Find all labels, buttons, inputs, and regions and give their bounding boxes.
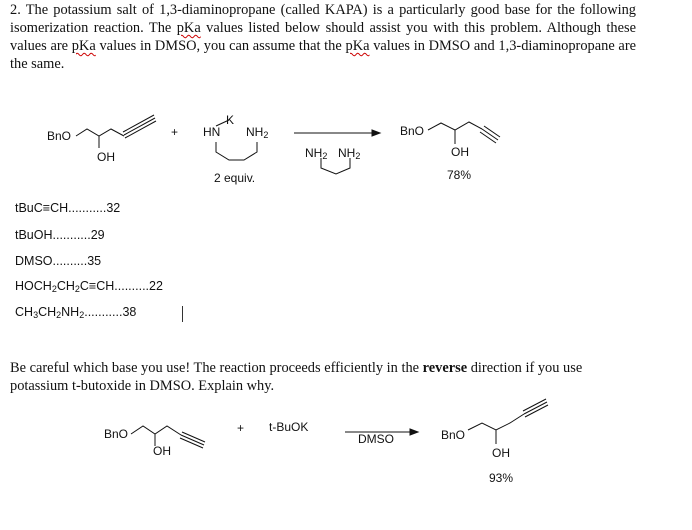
sm2-chain <box>131 426 181 435</box>
pka-term: pKa <box>345 38 370 54</box>
sm1-chain <box>76 129 124 136</box>
product2-bno-label: BnO <box>441 428 466 442</box>
isomerization-scheme-2 <box>0 390 692 530</box>
product1-chain <box>428 122 482 130</box>
pka-term: pKa <box>71 38 96 54</box>
solvent-nh2-left: $NH_2$ <box>305 146 328 161</box>
product1-bno-label: BnO <box>400 124 425 138</box>
sm1-bno-label: BnO <box>47 129 72 143</box>
isomerization-scheme-1 <box>0 100 692 300</box>
pka-item-tbu-acetylene: tBuC≡CH...........32 <box>15 201 121 215</box>
pka-item-ethylamine: $CH_3CH_2NH_2...........38$ <box>15 305 137 320</box>
product2-triple-bond <box>523 399 548 417</box>
pka-item-butynol: $HOCH_2CH_2C\equiv CH..........22$ <box>15 279 163 294</box>
reverse-emphasis: reverse <box>422 360 468 376</box>
product2-oh-label: OH <box>492 446 510 460</box>
yield-1: 78% <box>447 168 472 182</box>
pka-item-tbuoh: tBuOH...........29 <box>15 228 105 242</box>
dmso-solvent-label: DMSO <box>358 432 394 446</box>
kapa-hn-label: HN <box>203 125 221 139</box>
solvent-nh2-right: $NH_2$ <box>338 146 361 161</box>
product2-chain <box>468 414 524 430</box>
sm1-triple-bond <box>123 115 156 138</box>
plus-sign-1: + <box>171 125 179 139</box>
problem-statement: 2. The potassium salt of 1,3-diaminopropane (called KAPA) is a particularly good base for the following isomerization reaction. The pKa values listed below should assist you with this problem. Although these values are pKa values in DMSO, you can assume that the pKa values in DMSO and 1,3-diaminopropane are the same. <box>10 2 637 72</box>
reaction-arrow-2-head <box>410 429 418 435</box>
sm2-triple-bond <box>180 432 205 448</box>
reaction-arrow-1-head <box>372 130 380 136</box>
text-cursor <box>182 306 183 322</box>
kapa-equiv-label: 2 equiv. <box>214 171 256 185</box>
yield-2: 93% <box>489 471 514 485</box>
kapa-ring <box>216 142 257 160</box>
pka-term: pKa <box>176 20 201 36</box>
reverse-direction-question: Be careful which base you use! The reaction proceeds efficiently in the reverse direction if you use potassium t-butoxide in DMSO. Explain why. <box>10 360 583 394</box>
kapa-nh2-label: $NH_2$ <box>246 125 269 140</box>
sm1-oh-label: OH <box>97 150 115 164</box>
kapa-k-label: K <box>226 113 235 127</box>
plus-sign-2: + <box>237 421 245 435</box>
product1-oh-label: OH <box>451 145 469 159</box>
sm2-bno-label: BnO <box>104 427 129 441</box>
pka-item-dmso: DMSO..........35 <box>15 254 102 268</box>
tbuok-label: t-BuOK <box>269 420 309 434</box>
sm2-oh-label: OH <box>153 444 171 458</box>
product1-triple-bond <box>480 126 500 143</box>
